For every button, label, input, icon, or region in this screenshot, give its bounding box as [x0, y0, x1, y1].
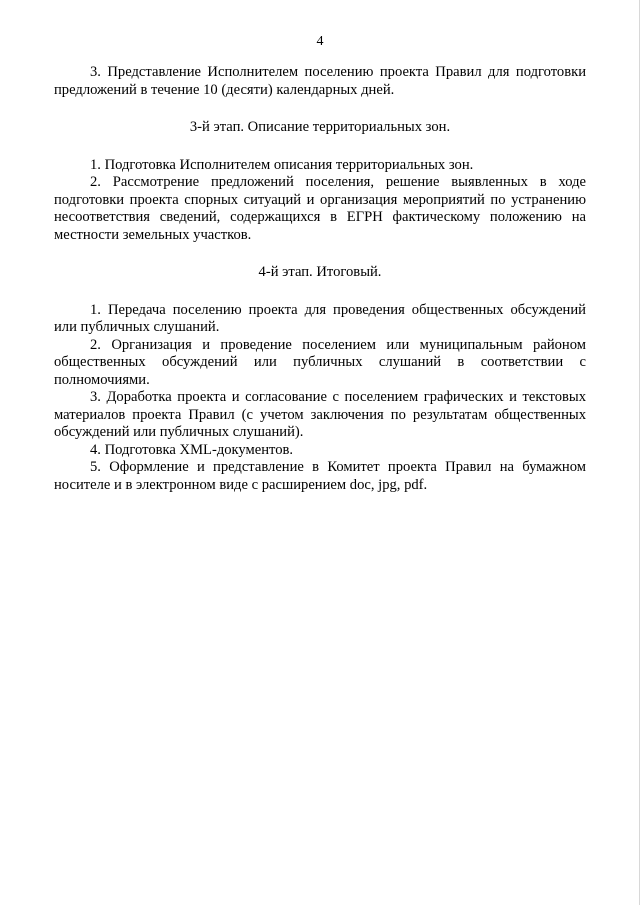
stage3-item-2: 2. Рассмотрение предложений поселения, решение выявленных в ходе подготовки проекта спорных ситуаций и организация мероприятий по устранению несоответствия сведений, содержащихся в ЕГРН фактическому положению на местности земельных участков. [54, 174, 586, 243]
stage2-item-3: 3. Представление Исполнителем поселению проекта Правил для подготовки предложений в течение 10 (десяти) календарных дней. [54, 64, 586, 98]
stage4-item-4: 4. Подготовка XML-документов. [90, 441, 294, 458]
stage4-item-1: 1. Передача поселению проекта для проведения общественных обсуждений или публичных слушаний. [54, 301, 586, 335]
page-number: 4 [316, 34, 324, 49]
stage4-heading: 4-й этап. Итоговый. [258, 264, 382, 280]
document-body [54, 64, 586, 494]
stage4-item-5: 5. Оформление и представление в Комитет проекта Правил на бумажном носителе и в электронном виде с расширением doc, jpg, pdf. [54, 459, 586, 493]
stage3-heading: 3-й этап. Описание территориальных зон. [189, 119, 451, 135]
stage3-item-1: 1. Подготовка Исполнителем описания территориальных зон. [90, 156, 474, 173]
stage4-item-3: 3. Доработка проекта и согласование с поселением графических и текстовых материалов проекта Правил (с учетом заключения по результатам общественных обсуждений или публичных слушаний). [54, 389, 586, 440]
stage4-item-2: 2. Организация и проведение поселением или муниципальным районом общественных обсуждений или публичных слушаний в соответствии с полномочиями. [54, 336, 586, 388]
